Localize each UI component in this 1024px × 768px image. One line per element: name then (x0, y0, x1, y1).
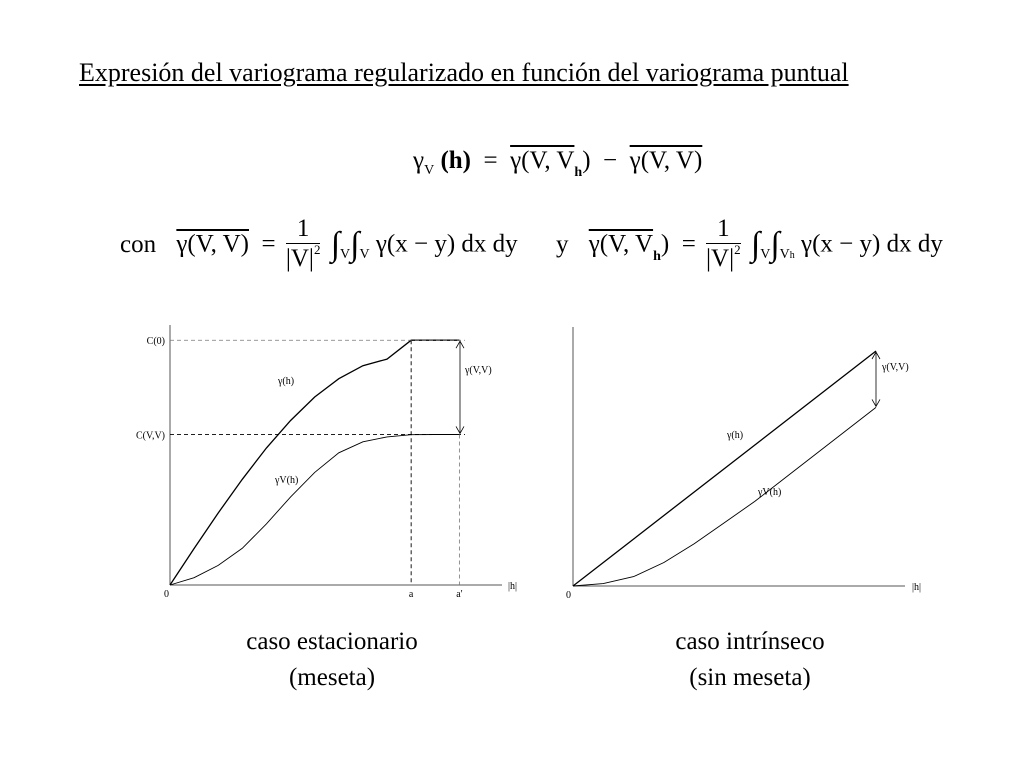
normalization-fraction (706, 215, 741, 277)
mean-gamma-v-vh: γ(V, V (510, 147, 575, 174)
minus-sign: − (596, 147, 624, 174)
series-label: γV(h) (275, 475, 299, 486)
caption-stationary (232, 624, 432, 696)
caption-intrinsic-line1: caso intrínseco (675, 628, 825, 655)
con-word: con (120, 230, 157, 258)
double-integral-symbol: ∫ (330, 225, 341, 263)
con-lhs: γ(V, V) (176, 230, 249, 258)
y-tick-label: C(V,V) (136, 430, 165, 442)
gamma-argument: (h) (440, 147, 471, 174)
mean-gamma-vv-formula: con γ(V, V) = $\frac{1}{|V|^2}$ $\int_V\int_V$ γ(x − y) dx dy (120, 215, 518, 277)
gamma-symbol: γ (413, 147, 425, 174)
double-integral-symbol: ∫ (350, 225, 360, 263)
caption-intrinsic (650, 624, 850, 696)
vh-subscript: h (574, 165, 583, 180)
mean-gamma-vvh-formula: y γ(V, $V_h$) = $\frac{1}{|V|^2}$ $\int_V\int_{Vh}$ γ(x − y) dx dy (556, 215, 943, 277)
equals-sign: = (675, 230, 696, 258)
fraction-denominator: $|V|^2$ (285, 242, 321, 272)
series-label: γV(h) (758, 487, 782, 498)
con-integrand: γ(x − y) dx dy (375, 230, 518, 258)
x-axis-label: |h| (508, 581, 518, 592)
fraction-numerator: 1 (286, 215, 321, 244)
y-integrand: γ(x − y) dx dy (801, 230, 943, 258)
regularized-variogram-formula (413, 147, 703, 180)
caption-stationary-line2: (meseta) (288, 664, 376, 691)
x-tick-label: 0 (566, 590, 571, 601)
y-lhs: γ(V, V (588, 230, 654, 258)
point-variogram-curve (170, 340, 459, 585)
x-axis-label: |h| (912, 582, 922, 593)
double-integral-symbol: ∫ (770, 225, 780, 263)
fraction-numerator: 1 (706, 215, 741, 244)
y-lhs-subscript: h (653, 248, 661, 264)
slide-title: Expresión del variograma regularizado en función del variograma puntual (79, 58, 849, 87)
x-tick-label: a (408, 589, 414, 600)
regularized-variogram-curve (573, 407, 876, 586)
gamma-vv-annotation: γ(V,V) (882, 362, 909, 373)
stationary-variogram-chart (130, 305, 530, 605)
y-tick-label: C(0) (146, 336, 165, 348)
point-variogram-line (573, 351, 876, 586)
intrinsic-variogram-chart (540, 305, 950, 605)
regularized-variogram-curve (170, 435, 459, 586)
equals-sign: = (255, 230, 276, 258)
caption-stationary-line1: caso estacionario (246, 628, 418, 655)
y-word: y (556, 230, 569, 258)
gamma-subscript: V (424, 163, 435, 178)
x-tick-label: 0 (164, 589, 169, 600)
gamma-vv-annotation: γ(V,V) (465, 365, 492, 376)
series-label: γ(h) (278, 376, 295, 387)
x-tick-label: a' (456, 589, 463, 600)
series-label: γ(h) (727, 430, 744, 441)
normalization-fraction (286, 215, 321, 277)
equals-sign: = (477, 147, 504, 174)
mean-gamma-v-v: γ(V, V) (629, 147, 703, 174)
double-integral-symbol: ∫ (750, 225, 761, 263)
fraction-denominator: $|V|^2$ (706, 242, 741, 272)
caption-intrinsic-line2: (sin meseta) (689, 664, 811, 691)
mean-gamma-close: ) (582, 147, 591, 174)
